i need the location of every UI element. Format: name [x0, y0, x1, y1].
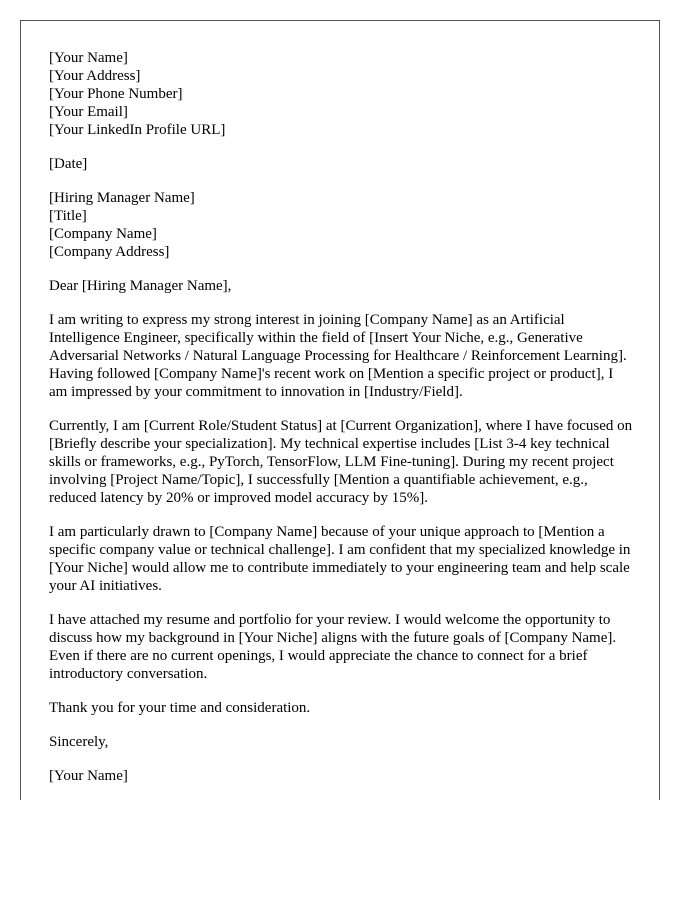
recipient-company: [Company Name] — [49, 226, 157, 242]
body-paragraph-thanks: Thank you for your time and consideration. — [49, 700, 311, 716]
letter-page — [20, 20, 660, 800]
sender-phone: [Your Phone Number] — [49, 86, 183, 102]
sender-email: [Your Email] — [49, 104, 128, 120]
date-block — [49, 155, 634, 173]
sender-address: [Your Address] — [49, 68, 141, 84]
body-paragraph-intro: I am writing to express my strong interest in joining [Company Name] as an Artificial Intelligence Engineer, specifically within the field of [Insert Your Niche, e.g., Generative Adversarial Networks / Natural Language Processing for Healthcare / Reinforcement Learning]. Having followed [Company Name]'s recent work on [Mention a specific project or product], I am impressed by your commitment to innovation in [Industry/Field]. — [49, 312, 627, 400]
recipient-name: [Hiring Manager Name] — [49, 190, 195, 206]
body-paragraph-request: I have attached my resume and portfolio for your review. I would welcome the opportunity to discuss how my background in [Your Niche] aligns with the future goals of [Company Name]. Even if there are no current openings, I would appreciate the chance to connect for a brief introductory conversation. — [49, 612, 617, 682]
recipient-address: [Company Address] — [49, 244, 170, 260]
recipient-block — [49, 189, 634, 261]
closing: Sincerely, — [49, 734, 109, 750]
signature: [Your Name] — [49, 768, 128, 784]
letter-content — [49, 49, 634, 801]
sender-linkedin: [Your LinkedIn Profile URL] — [49, 122, 226, 138]
salutation: Dear [Hiring Manager Name], — [49, 278, 232, 294]
sender-name: [Your Name] — [49, 50, 128, 66]
recipient-title: [Title] — [49, 208, 87, 224]
body-paragraph-motivation: I am particularly drawn to [Company Name] because of your unique approach to [Mention a specific company value or technical challenge]. I am confident that my specialized knowledge in [Your Niche] would allow me to contribute immediately to your engineering team and help scale your AI initiatives. — [49, 524, 631, 594]
letter-date: [Date] — [49, 156, 88, 172]
body-paragraph-experience: Currently, I am [Current Role/Student Status] at [Current Organization], where I have focused on [Briefly describe your specialization]. My technical expertise includes [List 3-4 key technical skills or frameworks, e.g., PyTorch, TensorFlow, LLM Fine-tuning]. During my recent project involving [Project Name/Topic], I successfully [Mention a quantifiable achievement, e.g., reduced latency by 20% or improved model accuracy by 15%]. — [49, 418, 633, 506]
sender-block — [49, 49, 634, 139]
